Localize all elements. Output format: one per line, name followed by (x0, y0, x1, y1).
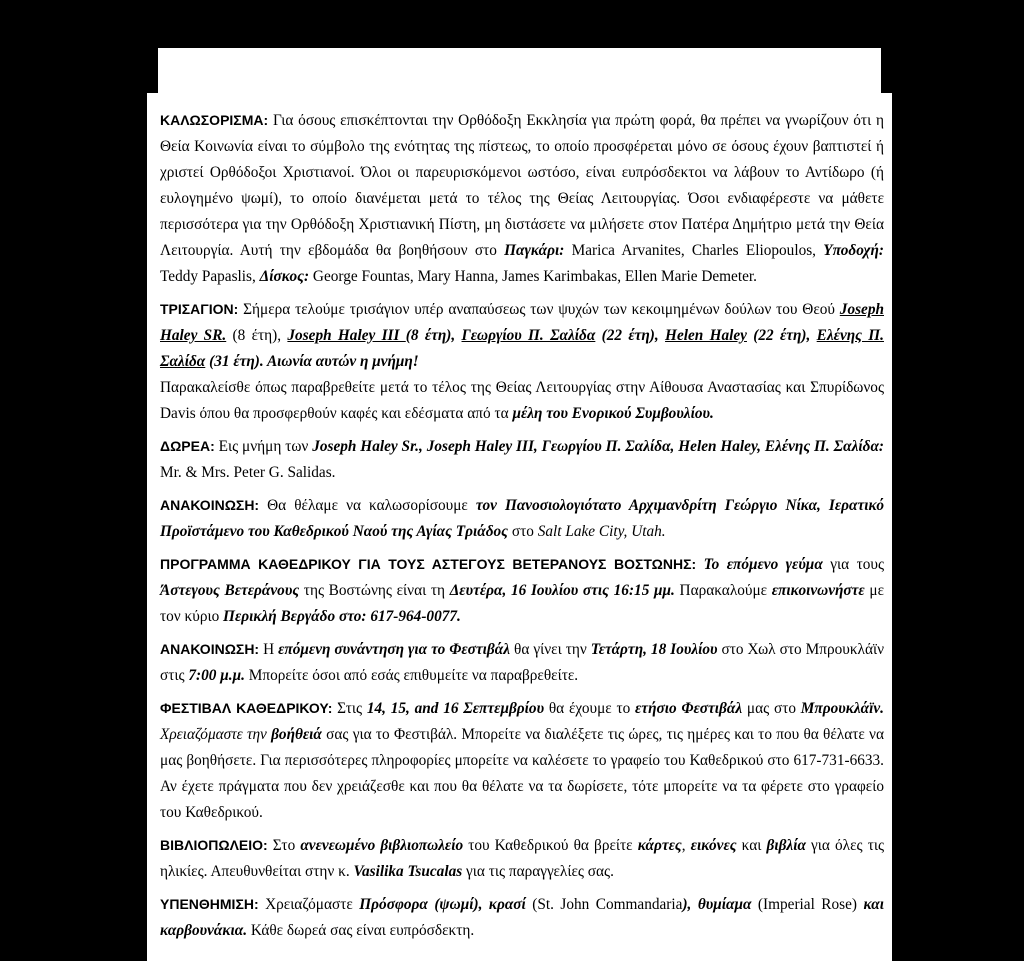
reception-label: Υποδοχή: (823, 242, 884, 259)
veterans-space (696, 556, 703, 573)
bookstore-books: βιβλία (766, 837, 806, 854)
deceased-name-4: Helen Haley (665, 327, 747, 344)
announcement-paragraph-2 (160, 636, 884, 689)
festival-event: ετήσιο Φεστιβάλ (635, 700, 743, 717)
deceased-years-3: (22 έτη), (595, 327, 666, 344)
announcement-place: Salt Lake City, Utah. (537, 523, 666, 540)
reminder-coals: και καρβουνάκια. (160, 896, 884, 939)
bookstore-paragraph (160, 832, 884, 885)
veterans-label: ΠΡΟΓΡΑΜΜΑ ΚΑΘΕΔΡΙΚΟΥ ΓΙΑ ΤΟΥΣ ΑΣΤΕΓΟΥΣ ΒΕΤΕΡΑΝΟΥΣ ΒΟΣΤΩΝΗΣ: (160, 556, 697, 572)
announcement-paragraph-1 (160, 492, 884, 545)
festival-help: βοήθειά (271, 726, 322, 743)
reminder-text-4: (Imperial Rose) (751, 896, 864, 913)
title-bar (158, 48, 881, 93)
festival-place: Μπρουκλάϊν. (800, 700, 884, 717)
deceased-years-2: (8 έτη), (405, 327, 462, 344)
invitation-paragraph (160, 375, 884, 427)
deceased-years-5: (31 έτη). Αιωνία αυτών η μνήμη! (205, 353, 419, 370)
reminder-incense: ), θυμίαμα (682, 896, 752, 913)
announcement-label-2: ΑΝΑΚΟΙΝΩΣΗ: (160, 641, 260, 657)
reminder-text-1: Χρειαζόμαστε (258, 896, 360, 913)
veterans-contact: επικοινωνήστε (771, 582, 865, 599)
bookstore-label: ΒΙΒΛΙΟΠΩΛΕΙΟ: (160, 837, 268, 853)
reminder-label: ΥΠΕΝΘΗΜΙΣΗ: (160, 896, 259, 912)
announcement2-text-1: Η (259, 641, 279, 658)
announcement2-date: Τετάρτη, 18 Ιουλίου (590, 641, 718, 658)
trisagion-intro: Σήμερα τελούμε τρισάγιον υπέρ αναπαύσεως των ψυχών των κεκοιμημένων δούλων του Θεού (238, 301, 840, 318)
bookstore-renewed: ανενεωμένο βιβλιοπωλείο (300, 837, 464, 854)
donation-names: Joseph Haley Sr., Joseph Haley III, Γεωργίου Π. Σαλίδα, Helen Haley, Ελένης Π. Σαλίδα: (312, 438, 884, 455)
welcome-paragraph (160, 107, 884, 290)
reception-names: Teddy Papaslis, (160, 268, 260, 285)
veterans-homeless: Άστεγους Βετεράνους (160, 582, 300, 599)
bookstore-comma: , (681, 837, 691, 854)
announcement2-text-3: στο Χωλ στο Μπρουκλάϊν στις (160, 641, 884, 684)
festival-dates: 14, 15, and 16 Σεπτεμβρίου (366, 700, 545, 717)
veterans-text-3: Παρακαλούμε (674, 582, 772, 599)
bookstore-text-3: για όλες τις ηλικίες. Απευθυνθείται στην κ. (160, 837, 885, 880)
trisagion-paragraph (160, 296, 884, 375)
tray-names: George Fountas, Mary Hanna, James Karimbakas, Ellen Marie Demeter. (309, 268, 757, 285)
veterans-text-4: με τον κύριο (160, 582, 884, 625)
festival-text-2: θα έχουμε το (544, 700, 636, 717)
bookstore-and: και (736, 837, 767, 854)
festival-label: ΦΕΣΤΙΒΑΛ ΚΑΘΕΔΡΙΚΟΥ: (160, 700, 333, 716)
deceased-name-2: Joseph Haley III (287, 327, 406, 344)
announcement2-text-2: θα γίνει την (510, 641, 591, 658)
bulletin-page (147, 93, 892, 961)
tray-label: Δίσκος: (259, 268, 310, 285)
announcement-intro-1: Θα θέλαμε να καλωσορίσουμε (259, 497, 476, 514)
deceased-name-1: Joseph Haley SR. (160, 301, 884, 344)
veterans-paragraph (160, 551, 884, 630)
veterans-text-2: της Βοστώνης είναι τη (299, 582, 450, 599)
veterans-text-1: για τους (822, 556, 885, 573)
donation-donors: Mr. & Mrs. Peter G. Salidas. (160, 464, 336, 481)
reminder-text-2: (St. John Commandaria (525, 896, 683, 913)
welcome-text: Για όσους επισκέπτονται την Ορθόδοξη Εκκλησία για πρώτη φορά, θα πρέπει να γνωρίζουν ότι η Θεία Κοινωνία είναι το σύμβολο της ενότητας της πίστεως, το οποίο προσφέρεται μόνο σε όσους έχουν βαπτιστεί ή χριστεί Ορθόδοξοι Χριστιανοί. Όλοι οι παρευρισκόμενοι ωστόσο, είναι ευπρόσδεκτοι να λάβουν το Αντίδωρο (ή ευλογημένο ψωμί), το οποίο διανέμεται μετά το τέλος της Θείας Λειτουργίας. Όσοι ενδιαφέρεστε να μάθετε περισσότερα για την Ορθόδοξη Χριστιανική Πίστη, μη διστάσετε να μιλήσετε στον Πατέρα Δημήτριο μετά την Θεία Λειτουργία. Αυτή την εβδομάδα θα βοηθήσουν στο (160, 112, 884, 259)
trisagion-label: ΤΡΙΣΑΓΙΟΝ: (160, 301, 239, 317)
deceased-years-1: (8 έτη), (226, 327, 288, 344)
donation-intro: Εις μνήμη των (214, 438, 313, 455)
council-text: μέλη του Ενορικού Συμβουλίου. (512, 405, 714, 422)
reminder-text-5: Κάθε δωρεά σας είναι ευπρόσδεκτη. (247, 922, 475, 939)
announcement2-text-4: Μπορείτε όσοι από εσάς επιθυμείτε να παραβρεθείτε. (244, 667, 579, 684)
announcement-label-1: ΑΝΑΚΟΙΝΩΣΗ: (160, 497, 260, 513)
deceased-name-3: Γεωργίου Π. Σαλίδα (461, 327, 596, 344)
bookstore-text-1: Στο (267, 837, 301, 854)
donation-paragraph (160, 433, 884, 486)
deceased-name-5: Ελένης Π. Σαλίδα (160, 327, 884, 370)
festival-paragraph (160, 695, 884, 826)
bookstore-text-4: για τις παραγγελίες σας. (462, 863, 614, 880)
veterans-meal: Το επόμενο γεύμα (703, 556, 823, 573)
pangari-label: Παγκάρι: (504, 242, 565, 259)
bookstore-person: Vasilika Tsucalas (353, 863, 463, 880)
bookstore-text-2: του Καθεδρικού θα βρείτε (463, 837, 638, 854)
welcome-label: ΚΑΛΩΣΟΡΙΣΜΑ: (160, 112, 269, 128)
announcement2-time: 7:00 μ.μ. (188, 667, 245, 684)
reminder-prosphora: Πρόσφορα (ψωμί), κρασί (359, 896, 526, 913)
bookstore-icons: εικόνες (690, 837, 737, 854)
announcement-mid-1: στο (508, 523, 538, 540)
pangari-names: Marica Arvanites, Charles Eliopoulos, (564, 242, 824, 259)
bookstore-cards: κάρτες (637, 837, 682, 854)
veterans-person: Περικλή Βεργάδο στο: 617-964-0077. (223, 608, 461, 625)
festival-text-3: μας στο (742, 700, 801, 717)
announcement-honoree: τον Πανοσιολογιότατο Αρχιμανδρίτη Γεώργιο Νίκα, Ιερατικό Προϊστάμενο του Καθεδρικού Ναού της Αγίας Τριάδος (160, 497, 884, 540)
reminder-paragraph (160, 891, 884, 944)
deceased-years-4: (22 έτη), (746, 327, 817, 344)
invitation-text: Παρακαλείσθε όπως παραβρεθείτε μετά το τέλος της Θείας Λειτουργίας στην Αίθουσα Αναστασίας και Σπυρίδωνος Davis όπου θα προσφερθούν καφές και εδέσματα από τα (160, 379, 884, 422)
festival-need: Χρειαζόμαστε την (160, 726, 272, 743)
veterans-date: Δευτέρα, 16 Ιουλίου στις 16:15 μμ. (449, 582, 675, 599)
donation-label: ΔΩΡΕΑ: (160, 438, 215, 454)
announcement2-meeting: επόμενη συνάντηση για το Φεστιβάλ (278, 641, 511, 658)
festival-text-4: σας για το Φεστιβάλ. Μπορείτε να διαλέξετε τις ώρες, τις ημέρες και το που θα θέλατε να μας βοηθήσετε. Για περισσότερες πληροφορίες μπορείτε να καλέσετε το γραφείο του Καθεδρικού στο 617-731-6633. Αν έχετε πράγματα που δεν χρειάζεσθε και που θα θέλατε να τα δωρίσετε, τότε μπορείτε να τα φέρετε στο γραφείο του Καθεδρικού. (160, 726, 884, 821)
festival-text-1: Στις (332, 700, 367, 717)
